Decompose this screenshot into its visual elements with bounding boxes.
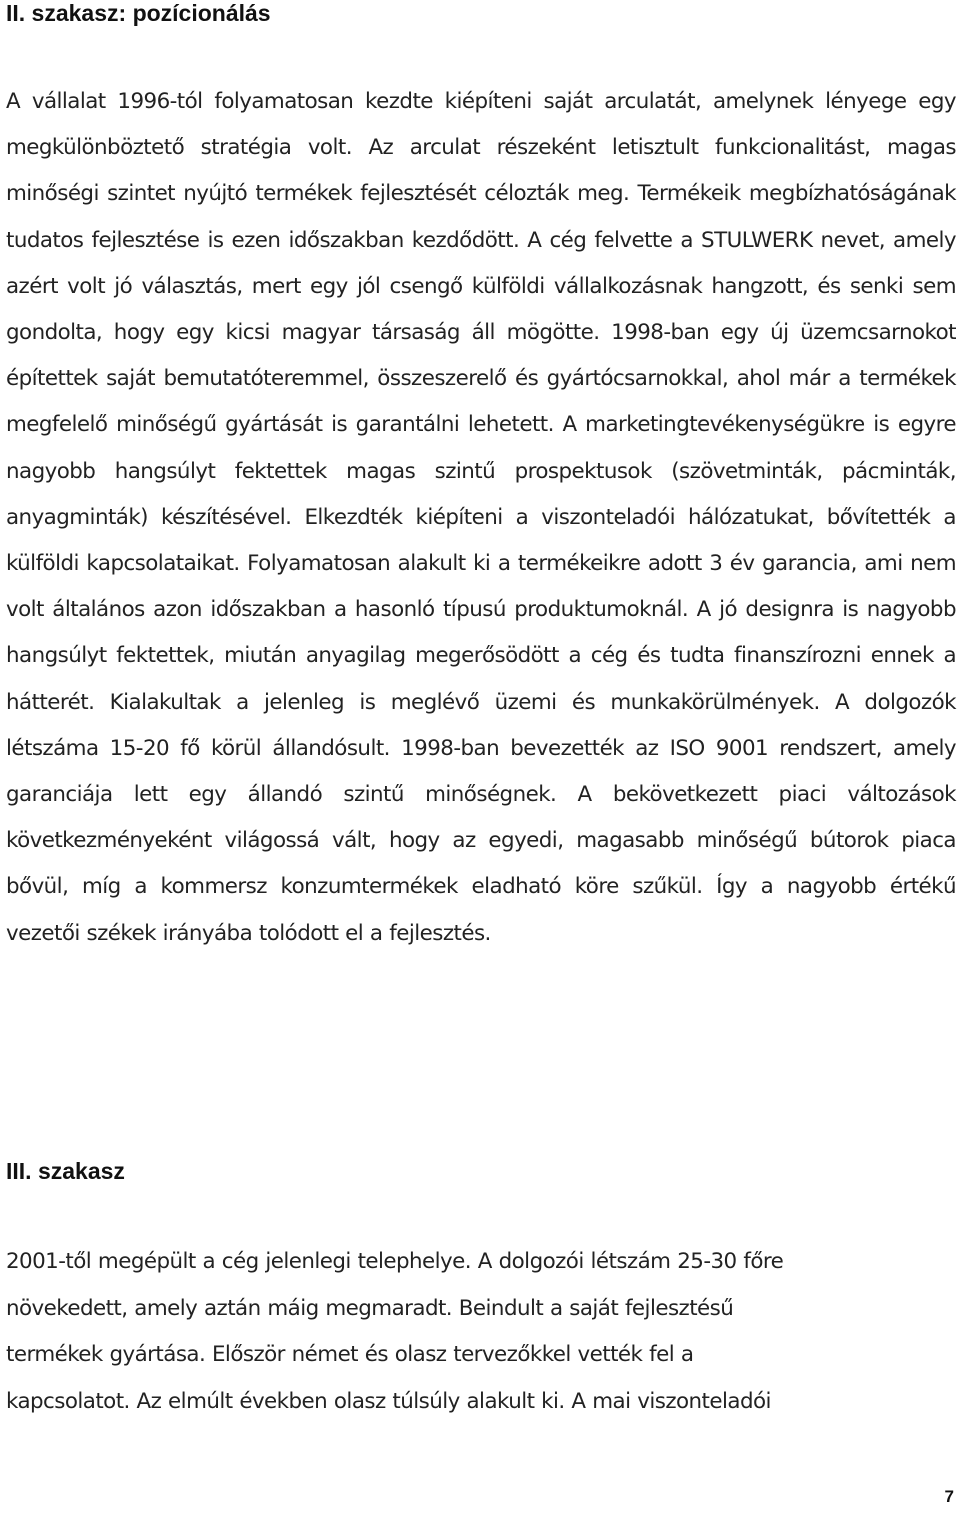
page-number: 7: [944, 1487, 954, 1506]
section-2-paragraph: A vállalat 1996-tól folyamatosan kezdte kiépíteni saját arculatát, amelynek lényege egy megkülönböztető stratégia volt. Az arculat részeként letisztult funkcionalitást, magas minőségi szintet nyújtó termékek fejlesztését célozták meg. Termékeik megbízhatóságának tudatos fejlesztése is ezen időszakban kezdődött. A cég felvette a STULWERK nevet, amely azért volt jó választás, mert egy jól csengő külföldi vállalkozásnak hangzott, és senki sem gondolta, hogy egy kicsi magyar társaság áll mögötte. 1998-ban egy új üzemcsarnokot építettek saját bemutatóteremmel, összeszerelő és gyártócsarnokkal, ahol már a termékek megfelelő minőségű gyártását is garantálni lehetett. A marketingtevékenységükre is egyre nagyobb hangsúlyt fektettek magas szintű prospektusok (szövetminták, pácminták, anyagminták) készítésével. Elkezdték kiépíteni a viszonteladói hálózatukat, bővítették a külföldi kapcsolataikat. Folyamatosan alakult ki a termékeikre adott 3 év garancia, ami nem volt általános azon időszakban a hasonló típusú produktumoknál. A jó designra is nagyobb hangsúlyt fektettek, miután anyagilag megerősödött a cég és tudta finanszírozni ennek a hátterét. Kialakultak a jelenleg is meglévő üzemi és munkakörülmények. A dolgozók létszáma 15-20 fő körül állandósult. 1998-ban bevezették az ISO 9001 rendszert, amely garanciája lett egy állandó szintű minőségnek. A bekövetkezett piaci változások következményeként világossá vált, hogy az egyedi, magasabb minőségű bútorok piaca bővül, míg a kommersz konzumtermékek eladható köre szűkül. Így a nagyobb értékű vezetői székek irányába tolódott el a fejlesztés.: [6, 89, 956, 946]
section-3-paragraph: [6, 1239, 956, 1425]
section-heading-2: II. szakasz: pozícionálás: [6, 0, 271, 26]
text-line: termékek gyártása. Először német és olasz tervezőkkel vették fel a: [6, 1342, 694, 1368]
text-line: növekedett, amely aztán máig megmaradt. Beindult a saját fejlesztésű: [6, 1295, 734, 1321]
text-line: kapcsolatot. Az elmúlt években olasz túlsúly alakult ki. A mai viszonteladói: [6, 1388, 771, 1414]
text-line: 2001-től megépült a cég jelenlegi telephelye. A dolgozói létszám 25-30 főre: [6, 1249, 784, 1274]
section-heading-3: III. szakasz: [6, 1158, 125, 1184]
